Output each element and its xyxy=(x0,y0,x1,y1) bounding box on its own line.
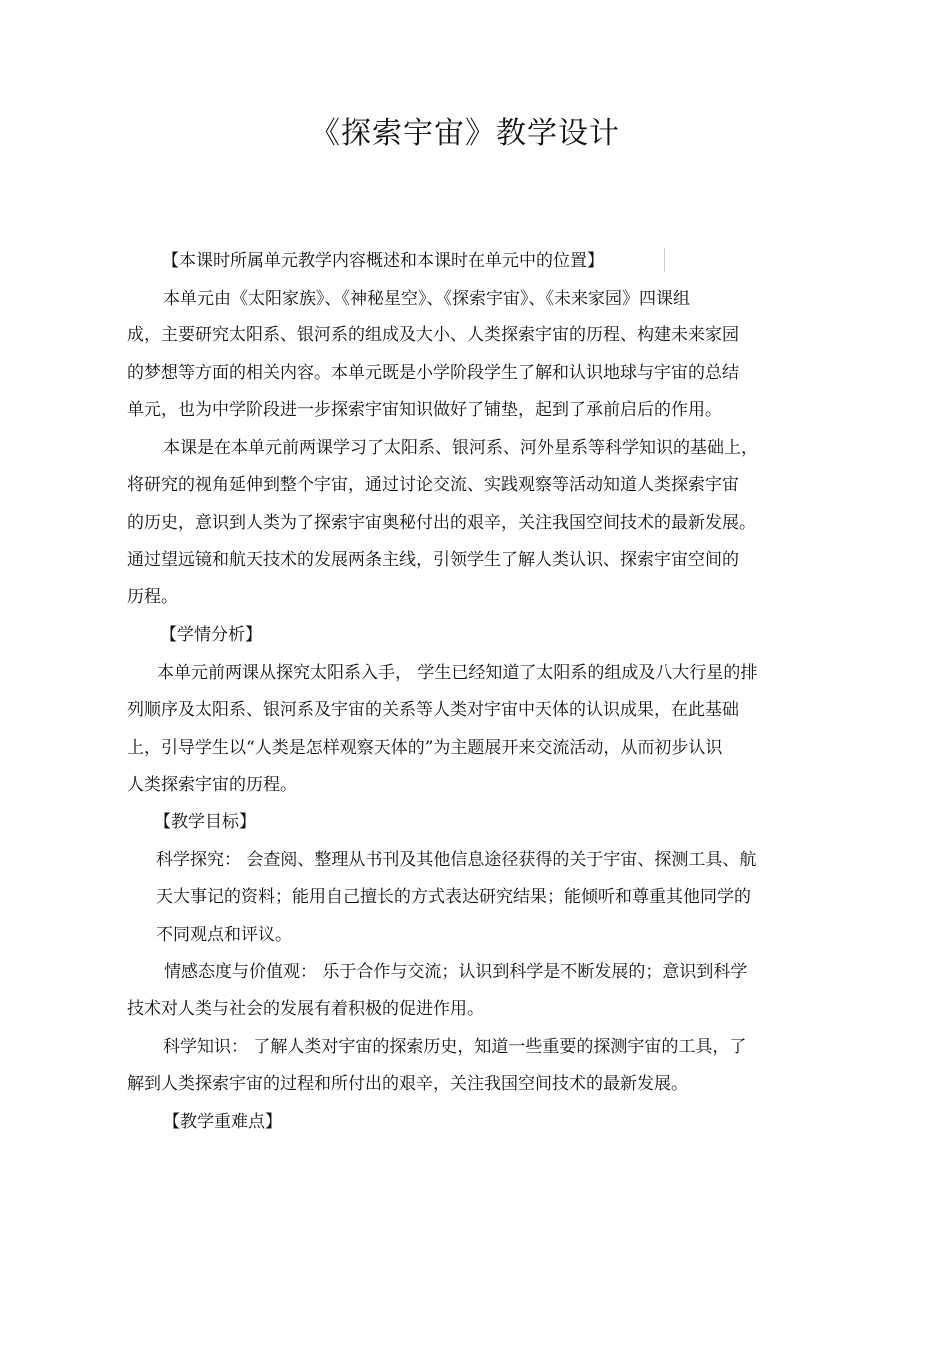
section-heading-teaching-goals: 【教学目标】 xyxy=(154,812,256,832)
paragraph-line: 本课是在本单元前两课学习了太阳系、银河系、河外星系等科学知识的基础上， xyxy=(163,438,758,458)
paragraph-line: 的梦想等方面的相关内容。本单元既是小学阶段学生了解和认识地球与宇宙的总结 xyxy=(127,363,739,383)
section-heading-learner-analysis: 【学情分析】 xyxy=(160,625,262,645)
paragraph-line: 本单元前两课从探究太阳系入手， 学生已经知道了太阳系的组成及八大行星的排 xyxy=(157,663,758,683)
paragraph-line: 解到人类探索宇宙的过程和所付出的艰辛，关注我国空间技术的最新发展。 xyxy=(127,1074,688,1094)
section-heading-key-points: 【教学重难点】 xyxy=(163,1112,282,1132)
paragraph-line: 单元，也为中学阶段进一步探索宇宙知识做好了铺垫，起到了承前启后的作用。 xyxy=(127,400,722,420)
paragraph-line: 将研究的视角延伸到整个宇宙，通过讨论交流、实践观察等活动知道人类探索宇宙 xyxy=(127,475,739,495)
paragraph-line: 情感态度与价值观： 乐于合作与交流；认识到科学是不断发展的；意识到科学 xyxy=(164,962,748,982)
paragraph-line: 成，主要研究太阳系、银河系的组成及大小、人类探索宇宙的历程、构建未来家园 xyxy=(127,325,739,345)
section-heading-unit-position: 【本课时所属单元教学内容概述和本课时在单元中的位置】 xyxy=(162,251,604,271)
paragraph-line: 历程。 xyxy=(127,587,178,607)
paragraph-line: 天大事记的资料；能用自己擅长的方式表达研究结果；能倾听和尊重其他同学的 xyxy=(156,887,751,907)
paragraph-line: 的历史，意识到人类为了探索宇宙奥秘付出的艰辛，关注我国空间技术的最新发展。 xyxy=(127,513,756,533)
paragraph-line: 通过望远镜和航天技术的发展两条主线，引领学生了解人类认识、探索宇宙空间的 xyxy=(127,550,739,570)
text-cursor-mark xyxy=(664,248,665,272)
paragraph-line: 列顺序及太阳系、银河系及宇宙的关系等人类对宇宙中天体的认识成果，在此基础 xyxy=(127,700,739,720)
paragraph-line: 不同观点和评议。 xyxy=(156,925,292,945)
paragraph-line: 科学知识： 了解人类对宇宙的探索历史，知道一些重要的探测宇宙的工具，了 xyxy=(163,1037,747,1057)
paragraph-line: 技术对人类与社会的发展有着积极的促进作用。 xyxy=(127,999,484,1019)
paragraph-line: 上，引导学生以“人类是怎样观察天体的”为主题展开来交流活动，从而初步认识 xyxy=(127,738,723,758)
document-title: 《探索宇宙》教学设计 xyxy=(310,116,620,151)
paragraph-line: 本单元由《太阳家族》、《神秘星空》、《探索宇宙》、《未来家园》四课组 xyxy=(163,289,690,309)
paragraph-line: 人类探索宇宙的历程。 xyxy=(127,775,297,795)
paragraph-line: 科学探究： 会查阅、整理从书刊及其他信息途径获得的关于宇宙、探测工具、航 xyxy=(156,850,757,870)
